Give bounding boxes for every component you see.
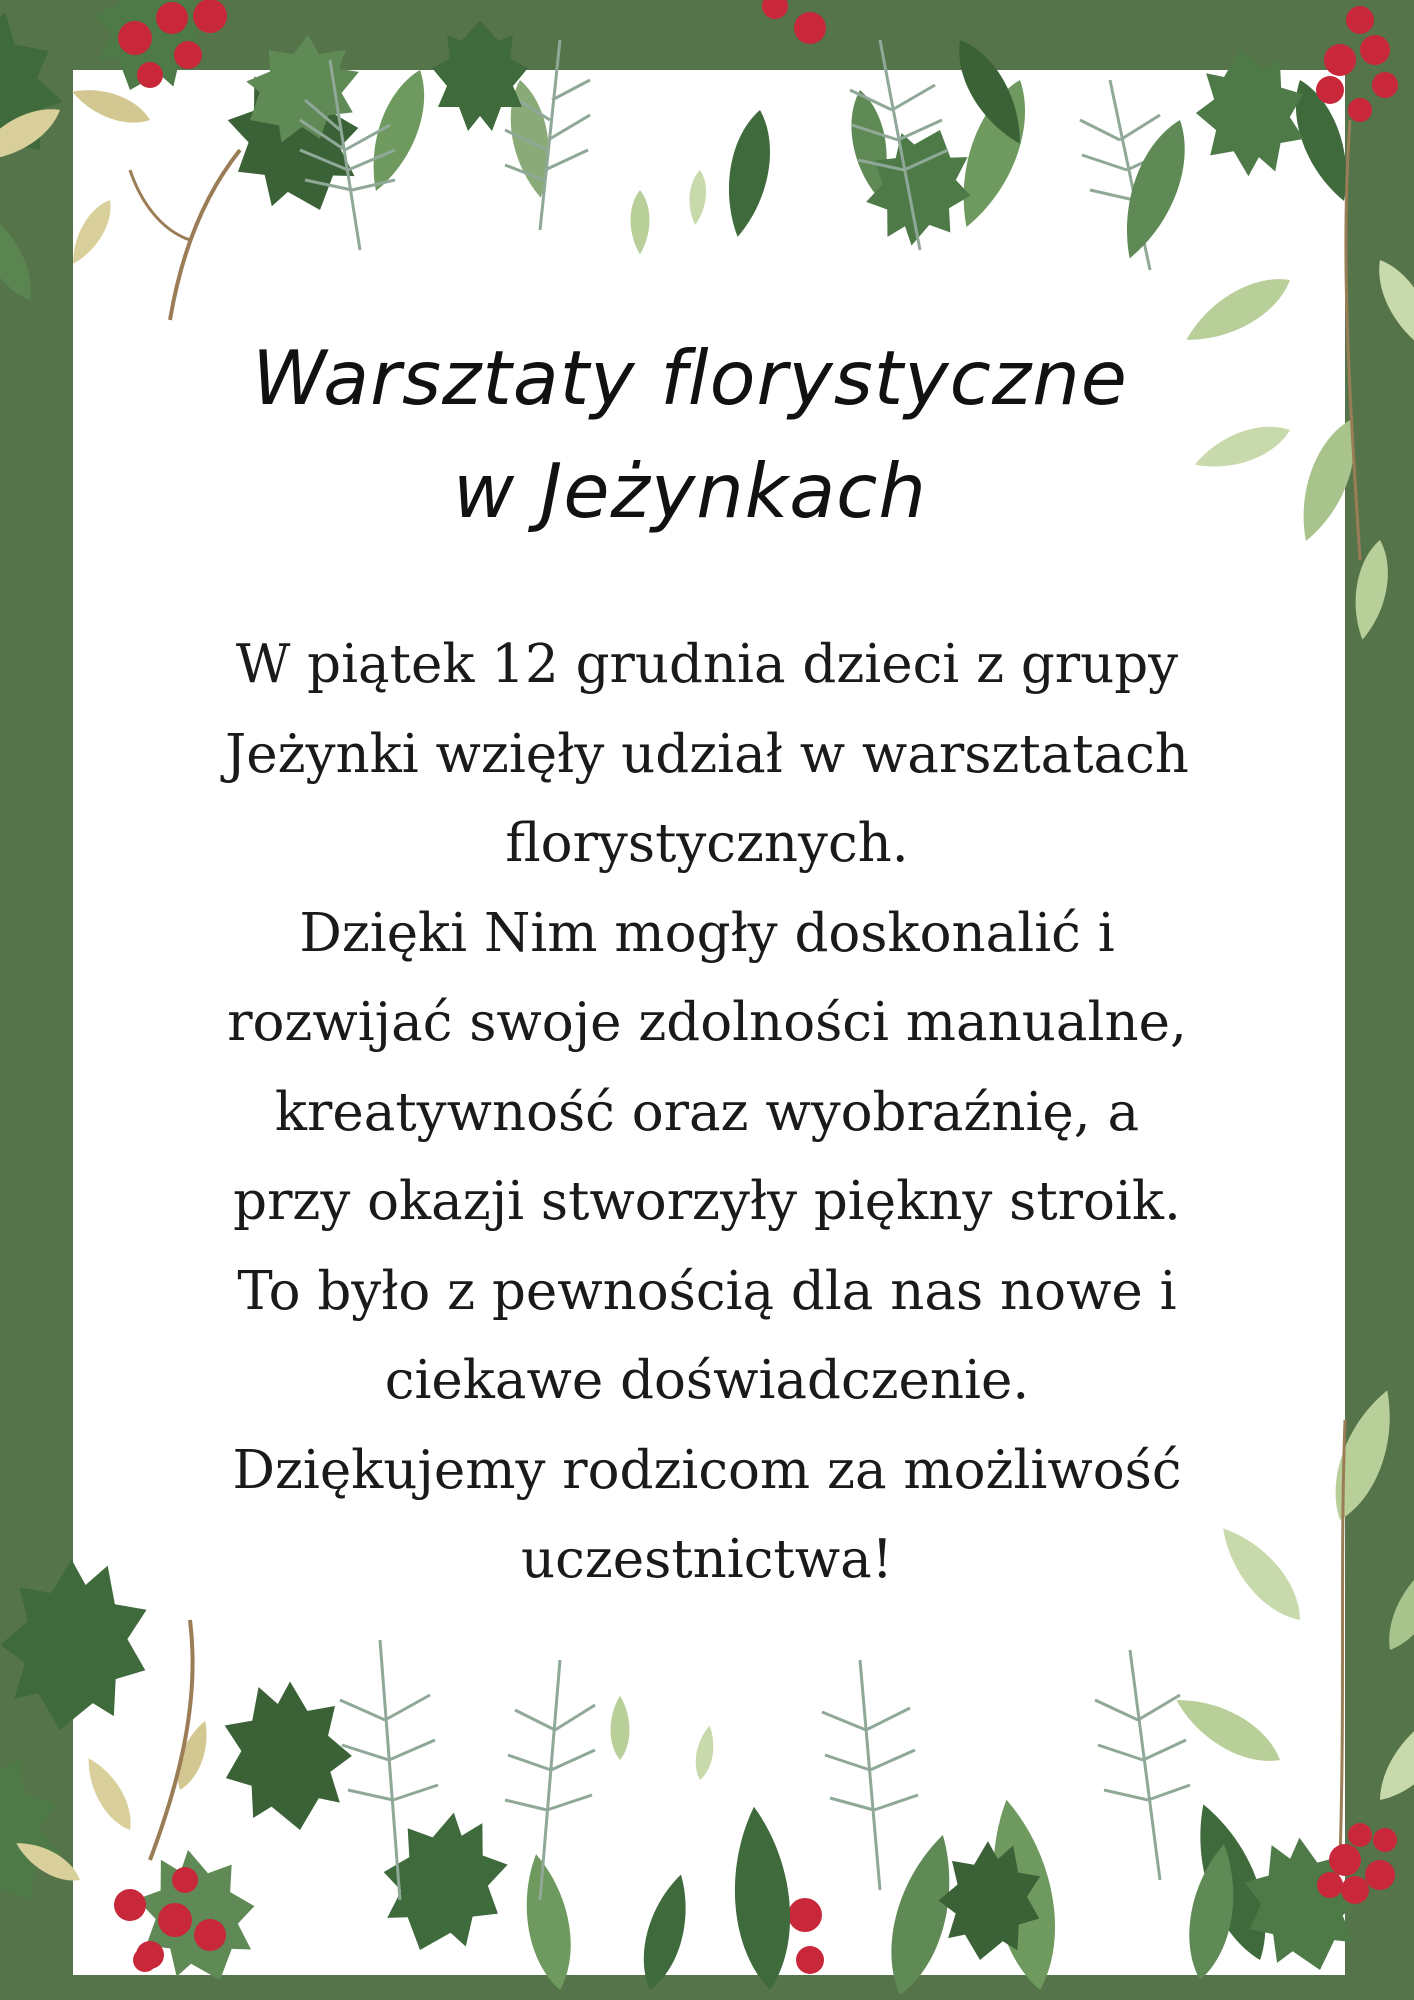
title-line-2: w Jeżynkach (453, 447, 927, 535)
body-line: przy okazji stworzyły piękny stroik. (233, 1171, 1181, 1232)
body-line: Dziękujemy rodzicom za możliwość (232, 1439, 1182, 1501)
body-line: rozwijać swoje zdolności manualne, (227, 992, 1187, 1053)
top-left-foliage (0, 0, 708, 320)
body-line: W piątek 12 grudnia dzieci z grupy (235, 634, 1179, 695)
body-line: florystycznych. (505, 813, 909, 874)
body-line: Jeżynki wzięły udział w warsztatach (225, 723, 1189, 785)
body-text (150, 620, 1264, 1605)
poster-title (0, 322, 1380, 548)
title-line-1: Warsztaty florystyczne (252, 334, 1128, 422)
body-line: To było z pewnością dla nas nowe i (237, 1260, 1177, 1322)
bottom-left-foliage (0, 1550, 718, 2000)
bottom-center-foliage (727, 1650, 1190, 2000)
body-line: kreatywność oraz wyobraźnię, a (274, 1081, 1140, 1143)
top-center-foliage (719, 31, 1176, 270)
body-line: uczestnictwa! (521, 1529, 893, 1590)
body-line: ciekawe doświadczenie. (384, 1350, 1030, 1411)
top-right-berries (1316, 6, 1398, 122)
body-line: Dzięki Nim mogły doskonalić i (299, 902, 1115, 964)
